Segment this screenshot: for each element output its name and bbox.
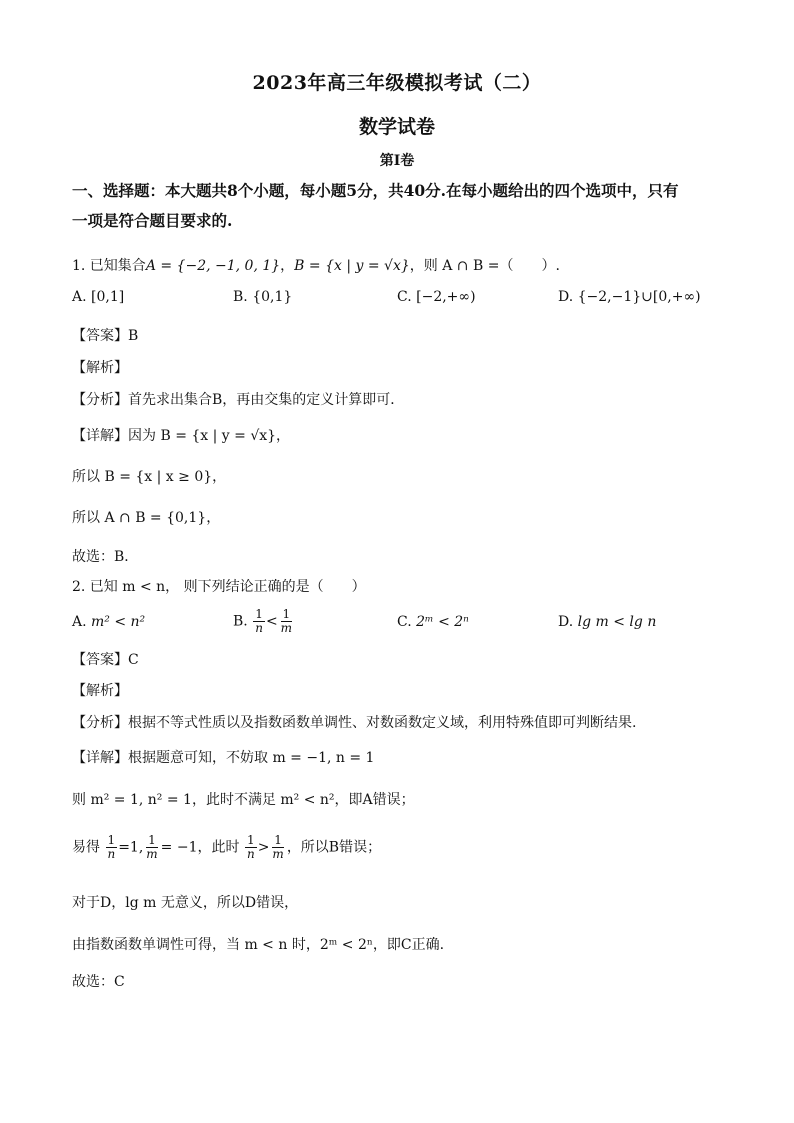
question-1-prefix: 1. 已知集合	[72, 258, 146, 274]
section-heading-line1: 一、选择题：本大题共8个小题，每小题5分，共40分.在每小题给出的四个选项中，只有	[72, 181, 679, 200]
question-1-stem	[72, 256, 560, 276]
comma: ，	[280, 258, 295, 274]
fraction-1-over-m: $\frac{1}{m}$	[280, 607, 293, 635]
option-c: C. [−2,+∞)	[397, 289, 476, 305]
q2-analysis: 【分析】根据不等式性质以及指数函数单调性、对数函数定义域，利用特殊值即可判断结果.	[72, 715, 637, 731]
q2-answer: 【答案】C	[72, 652, 139, 668]
set-a: A = {−2, −1, 0, 1}	[145, 258, 281, 274]
fraction-1-over-n: $\frac{1}{n}$	[107, 833, 116, 861]
option-b: B. $\frac{1}{n}$ < $\frac{1}{m}$	[233, 607, 293, 635]
q2-detail-2: 则 m² = 1, n² = 1，此时不满足 m² < n²，即A错误；	[72, 792, 415, 808]
q1-analysis-head: 【解析】	[72, 360, 128, 376]
q1-answer: 【答案】B	[72, 328, 139, 344]
fraction-1-over-n: $\frac{1}{n}$	[255, 607, 263, 635]
option-a: A. [0,1]	[72, 289, 125, 305]
subject-title: 数学试卷	[358, 116, 435, 138]
option-d: D. lg m < lg n	[558, 614, 657, 630]
fraction-1-over-m: $\frac{1}{m}$	[146, 833, 158, 861]
set-b: B = {x | y = √x}	[294, 258, 410, 274]
option-a: A. m² < n²	[72, 614, 146, 630]
q1-detail-2: 所以 B = {x | x ≥ 0}，	[72, 469, 227, 485]
exam-title: 2023年高三年级模拟考试（二）	[252, 72, 542, 94]
q2-conclusion: 故选：C	[72, 974, 125, 990]
section-heading-line2: 一项是符合题目要求的.	[72, 211, 233, 230]
q2-detail-1: 【详解】根据题意可知，不妨取 m = −1, n = 1	[72, 750, 375, 766]
fraction-1-over-n: $\frac{1}{n}$	[246, 833, 255, 861]
option-c: C. 2ᵐ < 2ⁿ	[397, 614, 469, 630]
q1-detail-1: 【详解】因为 B = {x | y = √x}，	[72, 428, 291, 444]
q2-detail-4: 对于D，lg m 无意义，所以D错误，	[72, 895, 299, 911]
question-1-suffix: ，则 A ∩ B =（ ）.	[409, 258, 560, 274]
question-2-options	[72, 607, 732, 635]
q2-detail-5: 由指数函数单调性可得，当 m < n 时，2ᵐ < 2ⁿ，即C正确.	[72, 937, 445, 953]
q1-detail-3: 所以 A ∩ B = {0,1}，	[72, 510, 221, 526]
q1-analysis: 【分析】首先求出集合B，再由交集的定义计算即可．	[72, 392, 405, 408]
option-d: D. {−2,−1}∪[0,+∞)	[558, 289, 701, 305]
option-b: B. {0,1}	[233, 289, 293, 305]
q2-analysis-head: 【解析】	[72, 683, 128, 699]
question-1-options	[72, 289, 732, 313]
part-title: 第I卷	[379, 153, 415, 169]
q2-detail-3: 易得 $\frac{1}{n}$ =1, $\frac{1}{m}$ = −1，此时 $\frac{1}{n}$ > $\frac{1}{m}$ ，所以B错误；	[72, 833, 382, 861]
q1-conclusion: 故选：B．	[72, 549, 139, 565]
question-2-stem: 2. 已知 m < n， 则下列结论正确的是（ ）	[72, 579, 366, 595]
fraction-1-over-m: $\frac{1}{m}$	[272, 833, 284, 861]
